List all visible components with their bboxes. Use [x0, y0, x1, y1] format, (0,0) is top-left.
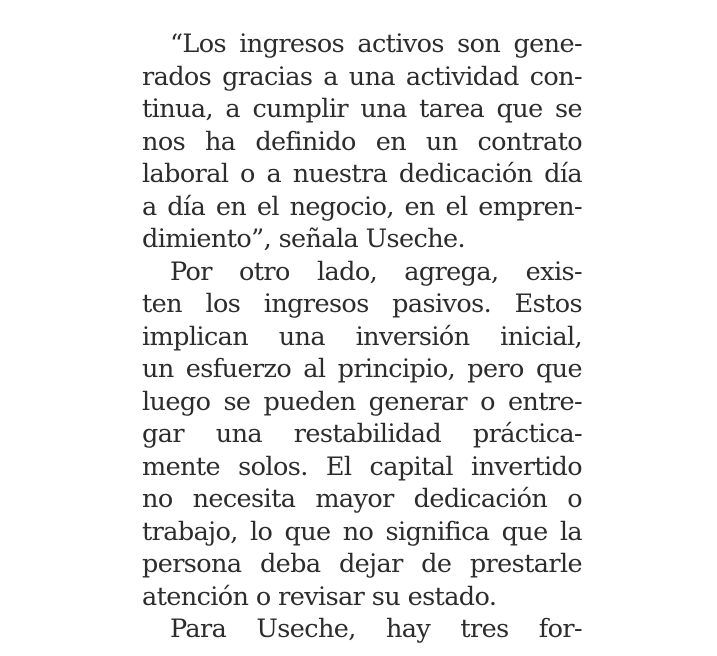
text-line: luego se pueden generar o entre- [142, 386, 582, 417]
text-line: trabajo, lo que no significa que la [142, 516, 582, 547]
text-line: Por otro lado, agrega, exis- [170, 256, 582, 287]
article-text-column [142, 28, 582, 646]
text-line: tinua, a cumplir una tarea que se [142, 94, 582, 124]
text-line: Para Useche, hay tres for- [170, 614, 582, 644]
text-line: rados gracias a una actividad con- [142, 61, 582, 92]
text-line: laboral o a nuestra dedicación día [142, 159, 582, 189]
text-line: mente solos. El capital invertido [142, 451, 582, 482]
text-line: gar una restabilidad prácticа- [142, 419, 582, 449]
text-line: un esfuerzo al principio, pero que [142, 354, 582, 384]
text-line: implican una inversión inicial, [142, 321, 582, 352]
text-line: no necesita mayor dedicación o [142, 484, 582, 514]
text-line: atención o revisar su estado. [142, 581, 497, 612]
text-line: a día en el negocio, en el empren- [142, 191, 582, 222]
text-line: persona deba dejar de prestarle [142, 549, 582, 579]
text-line: “Los ingresos activos son gene- [170, 29, 582, 59]
text-line: dimiento”, señala Useche. [142, 224, 466, 254]
text-line: ten los ingresos pasivos. Estos [142, 289, 582, 319]
text-line: nos ha definido en un contrato [142, 126, 582, 157]
